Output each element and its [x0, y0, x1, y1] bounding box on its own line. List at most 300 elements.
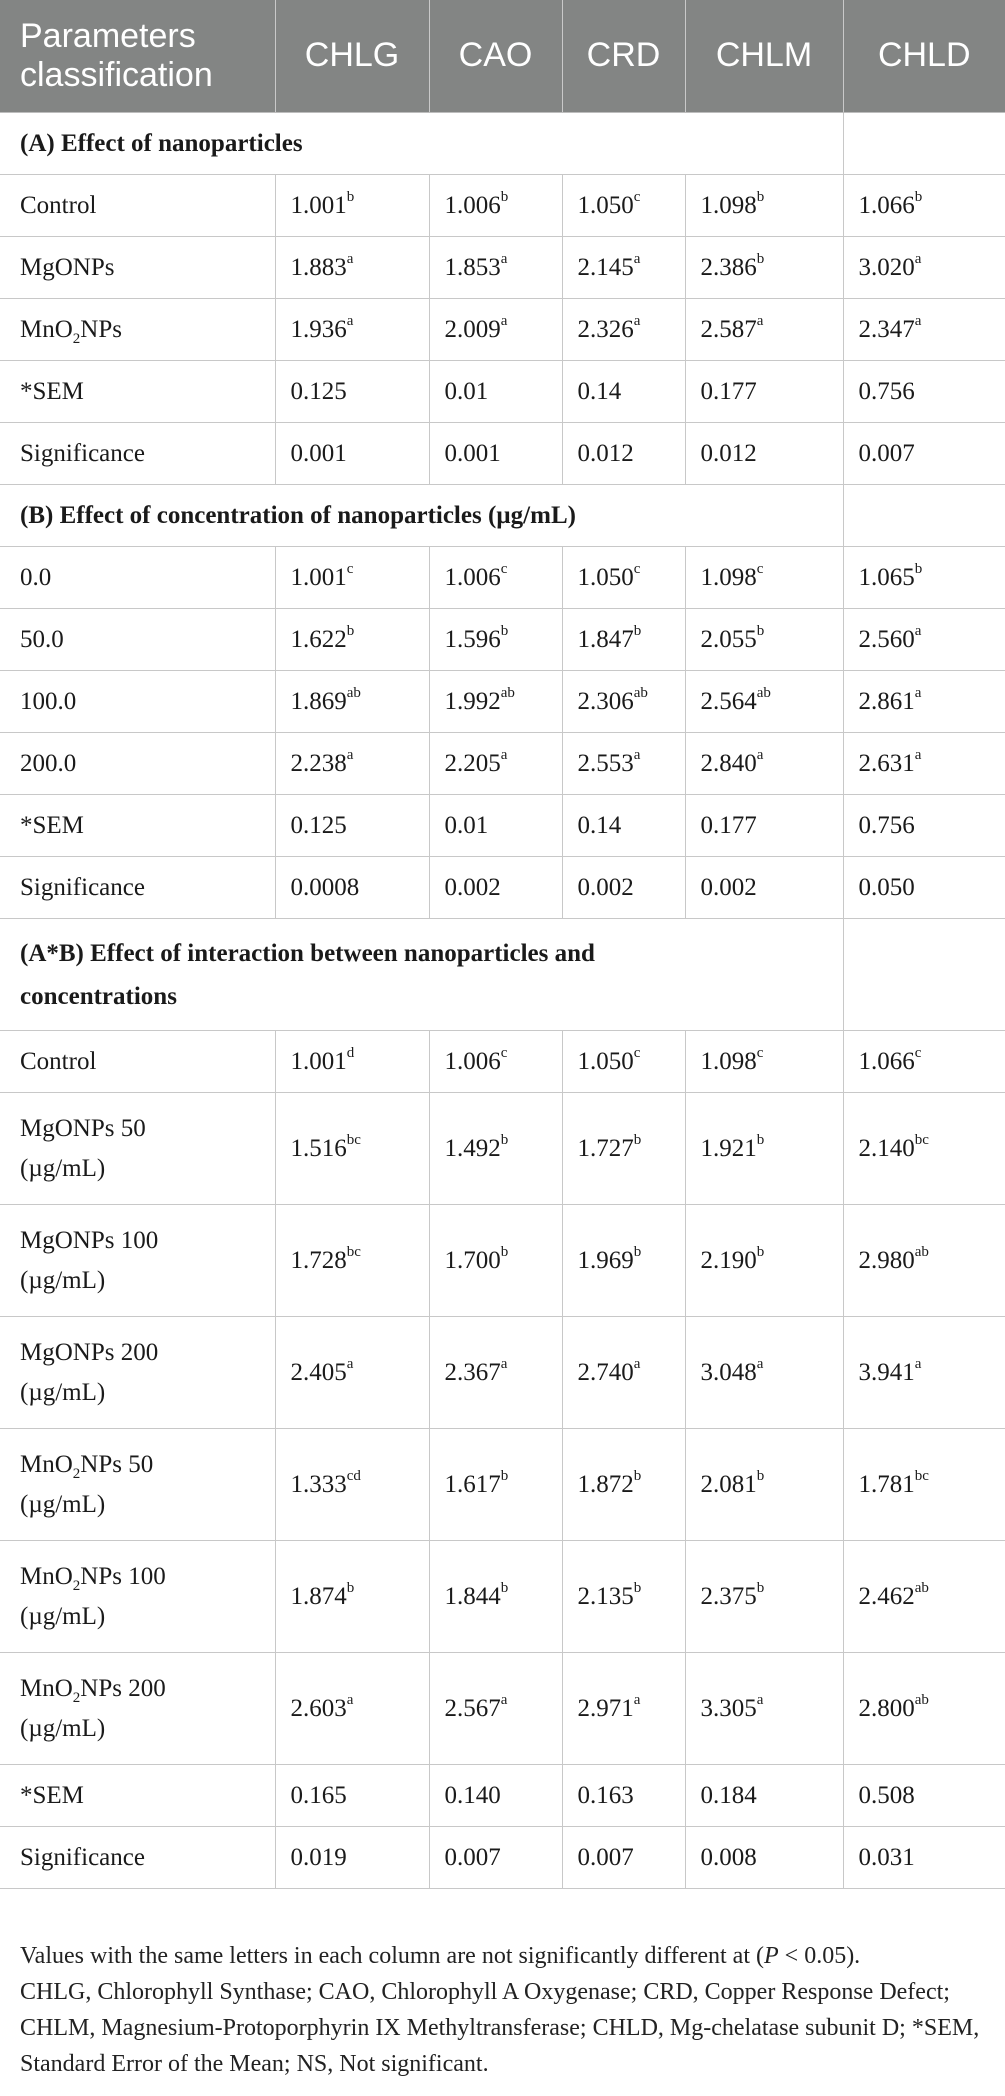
value-cell — [562, 175, 685, 237]
label-text-rest: NPs 200 (µg/mL) — [20, 1674, 166, 1742]
cell-value: 3.305 — [700, 1694, 757, 1722]
table-row — [0, 671, 1005, 733]
value-cell — [685, 547, 843, 609]
value-cell — [685, 733, 843, 795]
cell-value: 2.560 — [858, 625, 915, 653]
cell-value: 2.553 — [577, 749, 634, 777]
value-cell — [275, 1653, 429, 1765]
significance-letter: b — [633, 1468, 642, 1485]
significance-letter: b — [500, 1244, 509, 1261]
cell-value: 2.603 — [290, 1694, 347, 1722]
header-crd: CRD — [562, 0, 685, 113]
value-cell — [843, 733, 1005, 795]
value-cell — [562, 547, 685, 609]
cell-value: 1.050 — [577, 191, 634, 219]
cell-value: 1.001 — [290, 563, 347, 591]
header-cao: CAO — [429, 0, 562, 113]
cell-value: 0.012 — [577, 439, 634, 467]
value-cell — [685, 361, 843, 423]
table-row — [0, 1093, 1005, 1205]
value-cell — [562, 423, 685, 485]
cell-value: 2.326 — [577, 315, 634, 343]
value-cell — [685, 423, 843, 485]
cell-value: 1.622 — [290, 625, 347, 653]
cell-value: 3.941 — [858, 1358, 915, 1386]
significance-letter: b — [500, 623, 509, 640]
significance-letter: a — [500, 1692, 508, 1709]
cell-value: 1.050 — [577, 1047, 634, 1075]
row-label — [0, 1429, 275, 1541]
cell-value: 1.728 — [290, 1246, 347, 1274]
value-cell — [275, 1093, 429, 1205]
significance-letter: ab — [500, 685, 515, 702]
value-cell — [843, 299, 1005, 361]
significance-letter: b — [346, 189, 355, 206]
row-label: MgONPs — [0, 237, 275, 299]
significance-letter: b — [756, 189, 765, 206]
cell-value: 3.048 — [700, 1358, 757, 1386]
value-cell — [685, 671, 843, 733]
significance-letter: c — [633, 189, 641, 206]
value-cell — [275, 423, 429, 485]
header-chlg: CHLG — [275, 0, 429, 113]
value-cell — [429, 1317, 562, 1429]
value-cell — [685, 1429, 843, 1541]
cell-value: 0.177 — [700, 377, 757, 405]
cell-value: 1.700 — [444, 1246, 501, 1274]
cell-value: 1.969 — [577, 1246, 634, 1274]
header-chlm: CHLM — [685, 0, 843, 113]
cell-value: 1.936 — [290, 315, 347, 343]
value-cell — [429, 609, 562, 671]
label-text: MnO — [20, 1562, 73, 1590]
table-row — [0, 609, 1005, 671]
value-cell — [685, 1031, 843, 1093]
table-row — [0, 1205, 1005, 1317]
label-subscript: 2 — [72, 1465, 81, 1482]
cell-value: 0.002 — [577, 873, 634, 901]
section-empty-cell — [843, 919, 1005, 1031]
significance-letter: a — [914, 623, 922, 640]
row-label: 50.0 — [0, 609, 275, 671]
significance-letter: a — [756, 1692, 764, 1709]
table-body — [0, 113, 1005, 1889]
significance-letter: bc — [914, 1132, 929, 1149]
cell-value: 1.883 — [290, 253, 347, 281]
cell-value: 2.840 — [700, 749, 757, 777]
significance-letter: b — [756, 1244, 765, 1261]
significance-letter: b — [756, 251, 765, 268]
significance-letter: a — [633, 1692, 641, 1709]
cell-value: 2.631 — [858, 749, 915, 777]
cell-value: 1.006 — [444, 563, 501, 591]
value-cell — [275, 795, 429, 857]
value-cell — [685, 175, 843, 237]
row-label: 200.0 — [0, 733, 275, 795]
cell-value: 2.971 — [577, 1694, 634, 1722]
section-row — [0, 919, 1005, 1031]
significance-letter: b — [346, 1580, 355, 1597]
significance-letter: b — [633, 1132, 642, 1149]
value-cell — [275, 1031, 429, 1093]
value-cell — [685, 1653, 843, 1765]
value-cell — [843, 857, 1005, 919]
value-cell — [843, 1541, 1005, 1653]
cell-value: 0.163 — [577, 1781, 634, 1809]
cell-value: 0.002 — [700, 873, 757, 901]
table-notes — [20, 1938, 995, 2082]
cell-value: 1.492 — [444, 1134, 501, 1162]
value-cell — [843, 609, 1005, 671]
value-cell — [275, 1205, 429, 1317]
significance-note — [20, 1938, 995, 1974]
table-row — [0, 175, 1005, 237]
value-cell — [275, 1765, 429, 1827]
cell-value: 1.992 — [444, 687, 501, 715]
cell-value: 1.596 — [444, 625, 501, 653]
value-cell — [843, 1827, 1005, 1889]
table-row — [0, 1317, 1005, 1429]
cell-value: 0.050 — [858, 873, 915, 901]
value-cell — [429, 671, 562, 733]
cell-value: 2.145 — [577, 253, 634, 281]
row-label: 0.0 — [0, 547, 275, 609]
label-text: MnO — [20, 1450, 73, 1478]
significance-letter: c — [500, 561, 508, 578]
label-subscript: 2 — [72, 330, 81, 347]
value-cell — [429, 361, 562, 423]
significance-letter: b — [914, 189, 923, 206]
cell-value: 0.0008 — [290, 873, 360, 901]
row-label: Significance — [0, 1827, 275, 1889]
cell-value: 0.165 — [290, 1781, 347, 1809]
cell-value: 2.800 — [858, 1694, 915, 1722]
value-cell — [562, 1765, 685, 1827]
cell-value: 1.050 — [577, 563, 634, 591]
cell-value: 1.847 — [577, 625, 634, 653]
value-cell — [685, 1765, 843, 1827]
value-cell — [843, 1765, 1005, 1827]
significance-letter: cd — [346, 1468, 361, 1485]
value-cell — [275, 1827, 429, 1889]
significance-letter: ab — [914, 1580, 929, 1597]
cell-value: 1.781 — [858, 1470, 915, 1498]
significance-letter: a — [914, 1356, 922, 1373]
cell-value: 2.587 — [700, 315, 757, 343]
row-label: MgONPs 200 (µg/mL) — [0, 1317, 275, 1429]
section-row — [0, 113, 1005, 175]
cell-value: 2.367 — [444, 1358, 501, 1386]
section-empty-cell — [843, 113, 1005, 175]
table-row — [0, 857, 1005, 919]
label-text: MnO — [20, 1674, 73, 1702]
table-row — [0, 1765, 1005, 1827]
cell-value: 2.980 — [858, 1246, 915, 1274]
cell-value: 0.007 — [444, 1843, 501, 1871]
significance-letter: b — [500, 1468, 509, 1485]
header-parameters: Parameters classification — [0, 0, 275, 113]
cell-value: 2.564 — [700, 687, 757, 715]
value-cell — [275, 237, 429, 299]
value-cell — [843, 1205, 1005, 1317]
value-cell — [275, 733, 429, 795]
significance-letter: a — [914, 251, 922, 268]
value-cell — [275, 1317, 429, 1429]
significance-letter: bc — [914, 1468, 929, 1485]
value-cell — [562, 857, 685, 919]
cell-value: 2.347 — [858, 315, 915, 343]
cell-value: 2.140 — [858, 1134, 915, 1162]
value-cell — [275, 857, 429, 919]
cell-value: 0.756 — [858, 811, 915, 839]
significance-letter: a — [346, 747, 354, 764]
significance-letter: c — [914, 1045, 922, 1062]
value-cell — [429, 1827, 562, 1889]
cell-value: 0.031 — [858, 1843, 915, 1871]
label-text-rest: NPs — [80, 315, 122, 343]
value-cell — [275, 299, 429, 361]
label-text-rest: NPs 100 (µg/mL) — [20, 1562, 166, 1630]
significance-letter: b — [633, 1244, 642, 1261]
label-text-rest: NPs 50 (µg/mL) — [20, 1450, 154, 1518]
value-cell — [562, 671, 685, 733]
cell-value: 2.238 — [290, 749, 347, 777]
value-cell — [562, 1317, 685, 1429]
value-cell — [843, 795, 1005, 857]
value-cell — [685, 237, 843, 299]
value-cell — [275, 175, 429, 237]
section-empty-cell — [843, 485, 1005, 547]
cell-value: 2.861 — [858, 687, 915, 715]
significance-letter: a — [914, 685, 922, 702]
cell-value: 2.567 — [444, 1694, 501, 1722]
cell-value: 1.098 — [700, 563, 757, 591]
value-cell — [275, 609, 429, 671]
significance-letter: ab — [914, 1692, 929, 1709]
cell-value: 0.184 — [700, 1781, 757, 1809]
table-row — [0, 733, 1005, 795]
table-row — [0, 1653, 1005, 1765]
cell-value: 0.14 — [577, 377, 622, 405]
table-row — [0, 1031, 1005, 1093]
value-cell — [429, 237, 562, 299]
cell-value: 0.008 — [700, 1843, 757, 1871]
value-cell — [429, 1541, 562, 1653]
cell-value: 0.002 — [444, 873, 501, 901]
cell-value: 1.006 — [444, 191, 501, 219]
significance-letter: a — [633, 251, 641, 268]
significance-letter: bc — [346, 1132, 361, 1149]
value-cell — [429, 733, 562, 795]
cell-value: 0.01 — [444, 811, 489, 839]
value-cell — [562, 1031, 685, 1093]
significance-letter: a — [756, 313, 764, 330]
cell-value: 1.066 — [858, 191, 915, 219]
cell-value: 1.001 — [290, 191, 347, 219]
section-row — [0, 485, 1005, 547]
value-cell — [429, 175, 562, 237]
value-cell — [685, 795, 843, 857]
label-text: MnO — [20, 315, 73, 343]
significance-letter: a — [500, 747, 508, 764]
cell-value: 0.007 — [577, 1843, 634, 1871]
abbreviations-note: CHLG, Chlorophyll Synthase; CAO, Chlorophyll A Oxygenase; CRD, Copper Response Defect; CHLM, Magnesium-Protoporphyrin IX Methyltransferase; CHLD, Mg-chelatase subunit D; *SEM, Standard Error of the Mean; NS, Not significant. — [20, 1979, 980, 2077]
row-label: 100.0 — [0, 671, 275, 733]
table-row — [0, 547, 1005, 609]
cell-value: 1.098 — [700, 191, 757, 219]
table-row — [0, 1827, 1005, 1889]
cell-value: 0.125 — [290, 377, 347, 405]
table-row — [0, 795, 1005, 857]
significance-letter: a — [346, 313, 354, 330]
significance-letter: ab — [914, 1244, 929, 1261]
significance-letter: a — [500, 1356, 508, 1373]
value-cell — [429, 795, 562, 857]
cell-value: 0.140 — [444, 1781, 501, 1809]
value-cell — [843, 1031, 1005, 1093]
note-p-symbol: P — [763, 1943, 779, 1969]
significance-letter: c — [756, 1045, 764, 1062]
cell-value: 2.740 — [577, 1358, 634, 1386]
significance-letter: b — [500, 1580, 509, 1597]
value-cell — [685, 1205, 843, 1317]
value-cell — [429, 1031, 562, 1093]
significance-letter: a — [500, 313, 508, 330]
significance-letter: a — [914, 747, 922, 764]
value-cell — [429, 299, 562, 361]
value-cell — [562, 1827, 685, 1889]
cell-value: 0.001 — [290, 439, 347, 467]
significance-letter: c — [633, 561, 641, 578]
header-chld: CHLD — [843, 0, 1005, 113]
value-cell — [275, 547, 429, 609]
value-cell — [685, 1827, 843, 1889]
cell-value: 1.617 — [444, 1470, 501, 1498]
row-label: *SEM — [0, 795, 275, 857]
cell-value: 1.853 — [444, 253, 501, 281]
cell-value: 0.007 — [858, 439, 915, 467]
value-cell — [275, 671, 429, 733]
cell-value: 2.205 — [444, 749, 501, 777]
row-label: MgONPs 50 (µg/mL) — [0, 1093, 275, 1205]
value-cell — [843, 1429, 1005, 1541]
value-cell — [429, 1429, 562, 1541]
cell-value: 2.375 — [700, 1582, 757, 1610]
significance-letter: c — [346, 561, 354, 578]
cell-value: 0.001 — [444, 439, 501, 467]
cell-value: 1.872 — [577, 1470, 634, 1498]
significance-letter: d — [346, 1045, 355, 1062]
section-title: (B) Effect of concentration of nanoparticles (µg/mL) — [0, 485, 843, 547]
cell-value: 0.125 — [290, 811, 347, 839]
cell-value: 0.756 — [858, 377, 915, 405]
value-cell — [685, 1541, 843, 1653]
significance-letter: ab — [756, 685, 771, 702]
note-text-end: < 0.05). — [778, 1943, 861, 1969]
significance-letter: c — [500, 1045, 508, 1062]
cell-value: 0.508 — [858, 1781, 915, 1809]
label-subscript: 2 — [72, 1577, 81, 1594]
row-label — [0, 1541, 275, 1653]
row-label: *SEM — [0, 1765, 275, 1827]
section-title: (A) Effect of nanoparticles — [0, 113, 843, 175]
significance-letter: a — [500, 251, 508, 268]
significance-letter: a — [914, 313, 922, 330]
value-cell — [843, 237, 1005, 299]
cell-value: 1.874 — [290, 1582, 347, 1610]
value-cell — [429, 423, 562, 485]
value-cell — [429, 547, 562, 609]
value-cell — [562, 609, 685, 671]
cell-value: 3.020 — [858, 253, 915, 281]
significance-letter: a — [346, 1356, 354, 1373]
cell-value: 2.306 — [577, 687, 634, 715]
value-cell — [685, 857, 843, 919]
row-label: Significance — [0, 857, 275, 919]
value-cell — [429, 1765, 562, 1827]
table-row — [0, 299, 1005, 361]
cell-value: 2.009 — [444, 315, 501, 343]
cell-value: 1.727 — [577, 1134, 634, 1162]
cell-value: 1.516 — [290, 1134, 347, 1162]
table-row — [0, 237, 1005, 299]
cell-value: 2.135 — [577, 1582, 634, 1610]
significance-letter: bc — [346, 1244, 361, 1261]
cell-value: 1.921 — [700, 1134, 757, 1162]
value-cell — [685, 609, 843, 671]
value-cell — [843, 175, 1005, 237]
cell-value: 0.14 — [577, 811, 622, 839]
section-title: (A*B) Effect of interaction between nanoparticles and concentrations — [0, 919, 843, 1031]
table-row — [0, 423, 1005, 485]
cell-value: 1.333 — [290, 1470, 347, 1498]
cell-value: 0.012 — [700, 439, 757, 467]
value-cell — [429, 1653, 562, 1765]
value-cell — [562, 361, 685, 423]
value-cell — [685, 1317, 843, 1429]
note-text-start: Values with the same letters in each column are not significantly different at ( — [20, 1943, 764, 1969]
value-cell — [429, 1205, 562, 1317]
significance-letter: c — [633, 1045, 641, 1062]
significance-letter: b — [500, 189, 509, 206]
value-cell — [843, 671, 1005, 733]
cell-value: 0.177 — [700, 811, 757, 839]
row-label: Control — [0, 1031, 275, 1093]
value-cell — [562, 237, 685, 299]
significance-letter: b — [756, 1468, 765, 1485]
significance-letter: b — [633, 1580, 642, 1597]
value-cell — [562, 1093, 685, 1205]
value-cell — [275, 361, 429, 423]
table-row — [0, 1541, 1005, 1653]
cell-value: 2.405 — [290, 1358, 347, 1386]
cell-value: 2.462 — [858, 1582, 915, 1610]
value-cell — [843, 1093, 1005, 1205]
value-cell — [562, 1205, 685, 1317]
significance-letter: a — [633, 313, 641, 330]
value-cell — [562, 1653, 685, 1765]
value-cell — [562, 795, 685, 857]
value-cell — [562, 299, 685, 361]
row-label — [0, 1653, 275, 1765]
value-cell — [843, 547, 1005, 609]
significance-letter: b — [346, 623, 355, 640]
table-row — [0, 361, 1005, 423]
value-cell — [275, 1429, 429, 1541]
cell-value: 1.001 — [290, 1047, 347, 1075]
header-row — [0, 0, 1005, 113]
value-cell — [275, 1541, 429, 1653]
